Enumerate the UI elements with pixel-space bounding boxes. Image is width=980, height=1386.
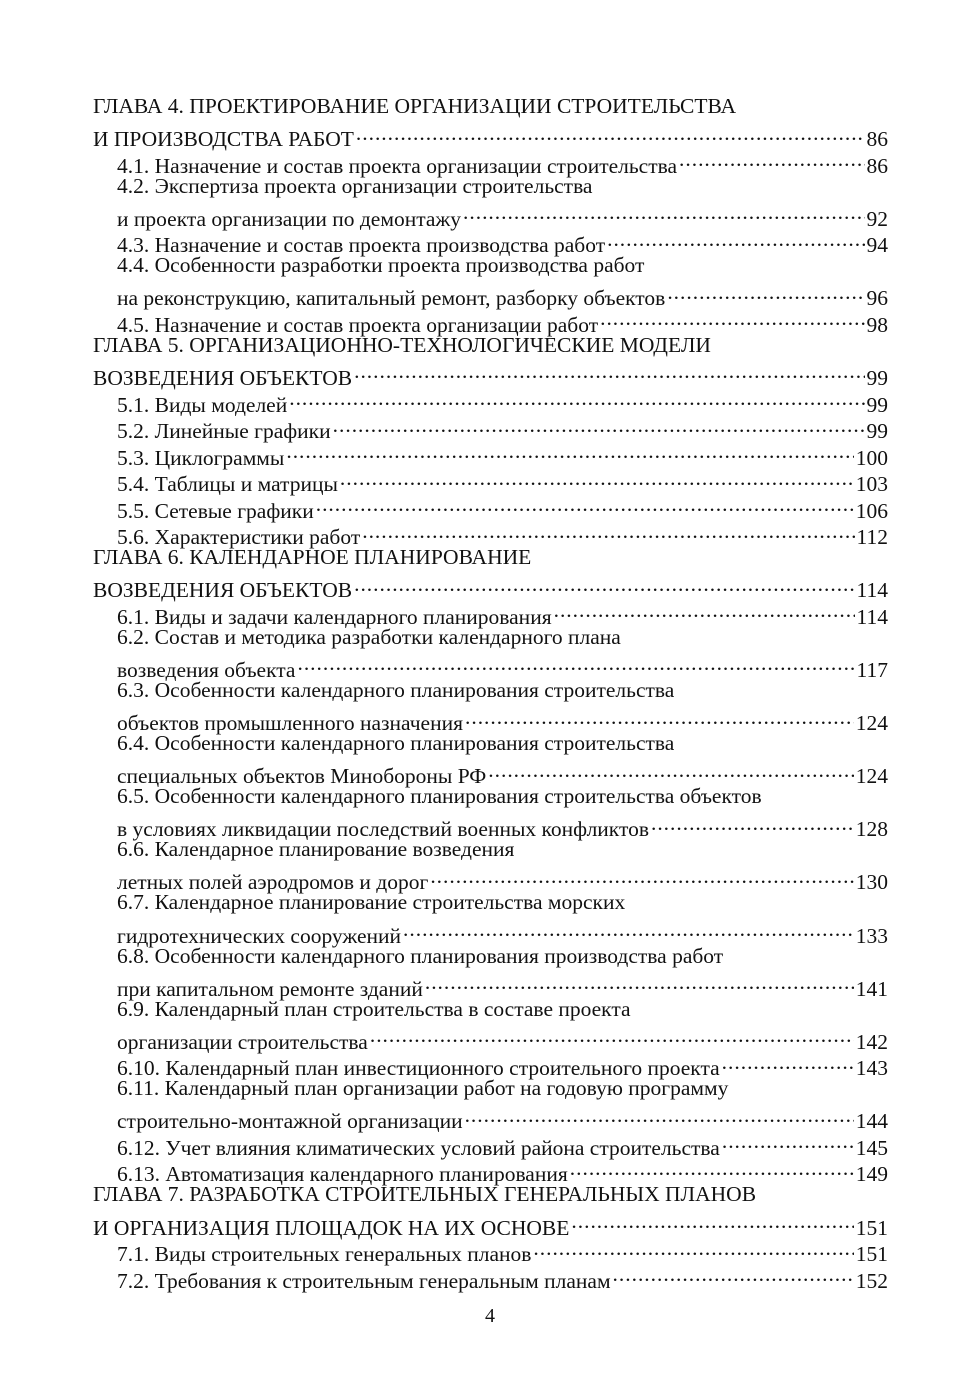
- toc-entry-page: 106: [855, 498, 888, 523]
- toc-entry-page: 92: [866, 206, 888, 231]
- toc-entry-page: 145: [855, 1135, 888, 1160]
- toc-entry-page: 96: [866, 286, 888, 311]
- toc-entry-title: объектов промышленного назначения: [117, 711, 463, 736]
- toc-entry-title: строительно-монтажной организации: [117, 1109, 463, 1134]
- toc-entry: [93, 783, 888, 810]
- dot-leader: [354, 120, 865, 147]
- toc-entry-title: специальных объектов Минобороны РФ: [117, 764, 487, 789]
- dot-leader: [463, 704, 854, 731]
- toc-entry-title: 6.1. Виды и задачи календарного планирования: [117, 604, 552, 629]
- dot-leader: [287, 385, 864, 412]
- toc-chapter-entry: [93, 1208, 888, 1240]
- page-number: 4: [485, 1305, 495, 1327]
- toc-entry-page: 99: [866, 419, 888, 444]
- toc-entry-title: при капитальном ремонте зданий: [117, 976, 423, 1001]
- toc-entry: [93, 1102, 888, 1134]
- toc-entry-page: 143: [855, 1056, 888, 1081]
- toc-entry: [93, 943, 888, 970]
- dot-leader: [665, 279, 864, 306]
- toc-entry-title: 5.4. Таблицы и матрицы: [117, 472, 338, 497]
- toc-chapter-entry: [93, 93, 888, 120]
- toc-entry-title: 4.2. Экспертиза проекта организации строительства: [117, 173, 593, 198]
- toc-entry-title: 6.5. Особенности календарного планирования строительства объектов: [117, 784, 762, 809]
- toc-entry: [93, 730, 888, 757]
- dot-leader: [314, 491, 854, 518]
- toc-entry-title: И ПРОИЗВОДСТВА РАБОТ: [93, 127, 354, 152]
- toc-entry: [93, 624, 888, 651]
- dot-leader: [720, 1049, 854, 1076]
- toc-entry-title: ВОЗВЕДЕНИЯ ОБЪЕКТОВ: [93, 366, 353, 391]
- toc-entry-title: 4.1. Назначение и состав проекта организации строительства: [117, 153, 678, 178]
- toc-entry: [93, 836, 888, 863]
- dot-leader: [352, 571, 854, 598]
- toc-entry-page: 103: [855, 472, 888, 497]
- toc-entry-title: на реконструкцию, капитальный ремонт, разборку объектов: [117, 286, 666, 311]
- toc-entry-title: гидротехнических сооружений: [117, 923, 402, 948]
- dot-leader: [401, 916, 854, 943]
- toc-entry-title: 4.5. Назначение и состав проекта организации работ: [117, 312, 599, 337]
- toc-entry: [93, 1075, 888, 1102]
- dot-leader: [569, 1208, 853, 1235]
- toc-entry: [93, 199, 888, 231]
- toc-entry-title: 5.6. Характеристики работ: [117, 525, 361, 550]
- toc-entry-title: 6.12. Учет влияния климатических условий района строительства: [117, 1135, 720, 1160]
- toc-chapter-entry: [93, 544, 888, 571]
- toc-entry-title: 7.1. Виды строительных генеральных планов: [117, 1242, 532, 1267]
- toc-entry: [93, 863, 888, 895]
- toc-chapter-entry: [93, 332, 888, 359]
- toc-entry-title: 6.13. Автоматизация календарного планирования: [117, 1162, 568, 1187]
- toc-entry: [93, 650, 888, 683]
- toc-entry: [93, 889, 888, 916]
- toc-entry-page: 124: [855, 764, 888, 789]
- toc-entry-title: летных полей аэродромов и дорог: [117, 870, 429, 895]
- toc-entry: [93, 757, 888, 789]
- toc-entry-title: ГЛАВА 5. ОРГАНИЗАЦИОННО-ТЕХНОЛОГИЧЕСКИЕ МОДЕЛИ: [93, 332, 711, 357]
- toc-entry-title: 5.2. Линейные графики: [117, 419, 331, 444]
- dot-leader: [352, 358, 864, 385]
- toc-entry-title: 6.10. Календарный план инвестиционного строительного проекта: [117, 1056, 720, 1081]
- toc-entry-page: 86: [866, 153, 888, 178]
- toc-entry-page: 141: [855, 976, 888, 1001]
- dot-leader: [552, 597, 855, 624]
- toc-entry-page: 142: [855, 1029, 888, 1054]
- toc-entry-title: 6.11. Календарный план организации работ на годовую программу: [117, 1076, 729, 1101]
- toc-entry-title: 5.1. Виды моделей: [117, 392, 288, 417]
- dot-leader: [423, 969, 854, 996]
- toc-entry-page: 128: [855, 817, 888, 842]
- dot-leader: [428, 863, 853, 890]
- toc-entry-page: 86: [866, 127, 888, 152]
- table-of-contents: [93, 93, 888, 1293]
- dot-leader: [568, 1155, 854, 1182]
- toc-entry-title: И ОРГАНИЗАЦИЯ ПЛОЩАДОК НА ИХ ОСНОВЕ: [93, 1215, 570, 1240]
- toc-entry: [93, 916, 888, 948]
- toc-entry-page: 149: [855, 1162, 888, 1187]
- toc-entry: [93, 996, 888, 1023]
- toc-entry: [93, 173, 888, 200]
- dot-leader: [463, 1102, 854, 1129]
- toc-chapter-entry: [93, 120, 888, 152]
- toc-entry-title: 6.9. Календарный план строительства в составе проекта: [117, 996, 631, 1021]
- toc-entry: [93, 1022, 888, 1054]
- dot-leader: [486, 757, 853, 784]
- toc-entry-title: организации строительства: [117, 1029, 368, 1054]
- toc-chapter-entry: [93, 358, 888, 391]
- toc-entry-title: 4.3. Назначение и состав проекта производства работ: [117, 233, 606, 258]
- toc-entry: [93, 810, 888, 842]
- toc-entry-title: 6.3. Особенности календарного планирования строительства: [117, 678, 675, 703]
- toc-entry-page: 144: [855, 1109, 888, 1134]
- toc-entry-title: ГЛАВА 7. РАЗРАБОТКА СТРОИТЕЛЬНЫХ ГЕНЕРАЛЬНЫХ ПЛАНОВ: [93, 1182, 757, 1207]
- dot-leader: [338, 465, 854, 492]
- toc-entry: [93, 252, 888, 279]
- dot-leader: [360, 518, 854, 545]
- toc-entry-page: 117: [856, 658, 888, 683]
- toc-entry-page: 99: [866, 392, 888, 417]
- dot-leader: [284, 438, 853, 465]
- toc-entry-title: ГЛАВА 4. ПРОЕКТИРОВАНИЕ ОРГАНИЗАЦИИ СТРОИТЕЛЬСТВА: [93, 94, 737, 118]
- toc-entry-title: 4.4. Особенности разработки проекта производства работ: [117, 253, 645, 278]
- dot-leader: [531, 1235, 853, 1262]
- toc-chapter-entry: [93, 571, 888, 603]
- dot-leader: [649, 810, 854, 837]
- toc-entry: [93, 969, 888, 1001]
- toc-entry-page: 99: [866, 366, 888, 391]
- toc-entry-page: 114: [856, 604, 888, 629]
- toc-entry-title: ВОЗВЕДЕНИЯ ОБЪЕКТОВ: [93, 578, 353, 603]
- toc-entry-title: 6.2. Состав и методика разработки календарного плана: [117, 624, 621, 649]
- toc-entry: [93, 279, 888, 311]
- toc-entry-page: 94: [866, 233, 888, 258]
- toc-entry-page: 151: [855, 1215, 888, 1240]
- toc-entry-page: 112: [856, 525, 888, 550]
- toc-entry: [93, 677, 888, 704]
- toc-entry-title: в условиях ликвидации последствий военных конфликтов: [117, 817, 649, 842]
- toc-chapter-entry: [93, 1181, 888, 1208]
- toc-entry-title: 7.2. Требования к строительным генеральным планам: [117, 1268, 611, 1293]
- dot-leader: [677, 146, 864, 173]
- toc-entry-page: 114: [856, 578, 888, 603]
- toc-entry-page: 100: [855, 445, 888, 470]
- toc-entry-title: 6.6. Календарное планирование возведения: [117, 837, 515, 862]
- toc-entry-title: возведения объекта: [117, 658, 296, 683]
- toc-entry-title: и проекта организации по демонтажу: [117, 206, 462, 231]
- toc-entry-title: 6.7. Календарное планирование строительства морских: [117, 890, 626, 915]
- toc-entry-title: 6.8. Особенности календарного планирования производства работ: [117, 943, 724, 968]
- dot-leader: [461, 199, 864, 226]
- toc-entry-page: 152: [855, 1268, 888, 1293]
- toc-entry-page: 151: [855, 1242, 888, 1267]
- toc-entry-title: ГЛАВА 6. КАЛЕНДАРНОЕ ПЛАНИРОВАНИЕ: [93, 545, 532, 570]
- dot-leader: [295, 650, 854, 677]
- dot-leader: [368, 1022, 854, 1049]
- toc-entry: [93, 704, 888, 736]
- toc-entry-title: 6.4. Особенности календарного планирования строительства: [117, 731, 675, 756]
- toc-entry-page: 133: [855, 923, 888, 948]
- toc-entry-title: 5.3. Циклограммы: [117, 445, 285, 470]
- dot-leader: [331, 412, 865, 439]
- toc-entry-page: 130: [855, 870, 888, 895]
- dot-leader: [605, 226, 864, 253]
- toc-entry-title: 5.5. Сетевые графики: [117, 498, 314, 523]
- dot-leader: [598, 305, 864, 332]
- dot-leader: [720, 1128, 854, 1155]
- dot-leader: [611, 1261, 854, 1288]
- toc-entry-page: 124: [855, 711, 888, 736]
- toc-entry-page: 98: [866, 312, 888, 337]
